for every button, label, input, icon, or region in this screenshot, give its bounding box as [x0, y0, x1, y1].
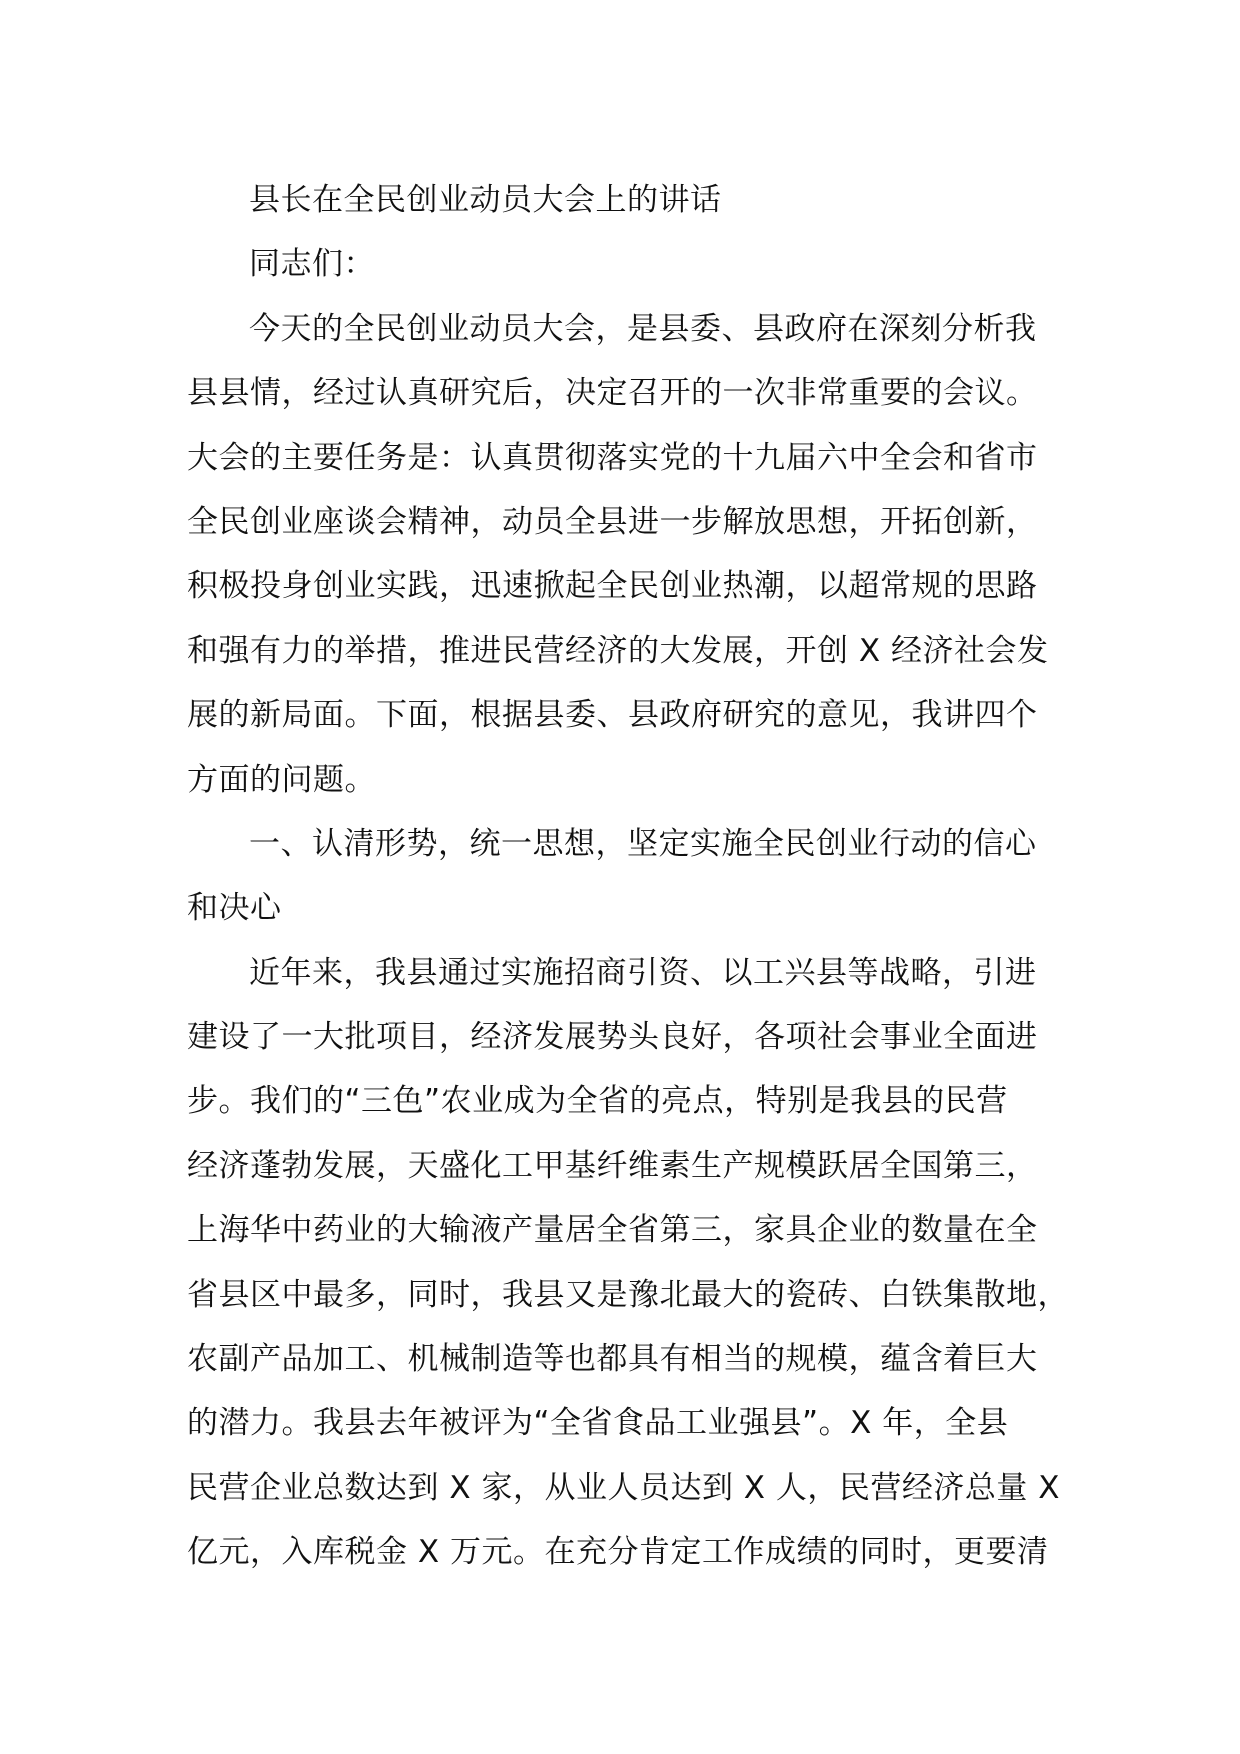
- paragraph-line: 亿元，入库税金 X 万元。在充分肯定工作成绩的同时，更要清: [187, 1534, 1049, 1571]
- paragraph-line: 方面的问题。: [187, 761, 376, 798]
- paragraph-line: 步。我们的“三色”农业成为全省的亮点，特别是我县的民营: [187, 1083, 1008, 1120]
- section-heading-line: 和决心: [187, 890, 282, 927]
- paragraph-recent-years: [187, 941, 1087, 1585]
- paragraph-line: 全民创业座谈会精神，动员全县进一步解放思想，开拓创新，: [187, 503, 1038, 540]
- paragraph-line: 近年来，我县通过实施招商引资、以工兴县等战略，引进: [249, 954, 1037, 991]
- section-heading-line: 一、认清形势，统一思想，坚定实施全民创业行动的信心: [249, 825, 1037, 862]
- paragraph-line: 展的新局面。下面，根据县委、县政府研究的意见，我讲四个: [187, 697, 1038, 734]
- salutation: 同志们：: [249, 246, 375, 283]
- paragraph-line: 和强有力的举措，推进民营经济的大发展，开创 X 经济社会发: [187, 632, 1049, 669]
- paragraph-line: 经济蓬勃发展，天盛化工甲基纤维素生产规模跃居全国第三，: [187, 1147, 1038, 1184]
- paragraph-line: 的潜力。我县去年被评为“全省食品工业强县”。X 年，全县: [187, 1405, 1009, 1442]
- paragraph-line: 民营企业总数达到 X 家，从业人员达到 X 人，民营经济总量 X: [187, 1469, 1060, 1506]
- paragraph-line: 农副产品加工、机械制造等也都具有相当的规模，蕴含着巨大: [187, 1341, 1038, 1378]
- paragraph-line: 县县情，经过认真研究后，决定召开的一次非常重要的会议。: [187, 375, 1038, 412]
- document-body: [187, 168, 1087, 1585]
- paragraph-line: 省县区中最多，同时，我县又是豫北最大的瓷砖、白铁集散地，: [187, 1276, 1069, 1313]
- paragraph-line: 大会的主要任务是：认真贯彻落实党的十九届六中全会和省市: [187, 439, 1038, 476]
- paragraph-line: 积极投身创业实践，迅速掀起全民创业热潮，以超常规的思路: [187, 568, 1038, 605]
- paragraph-line: 建设了一大批项目，经济发展势头良好，各项社会事业全面进: [187, 1019, 1038, 1056]
- paragraph-line: 今天的全民创业动员大会，是县委、县政府在深刻分析我: [249, 310, 1037, 347]
- section-heading-one: [187, 812, 1087, 941]
- paragraph-opening: [187, 297, 1087, 812]
- document-title: 县长在全民创业动员大会上的讲话: [249, 182, 722, 218]
- paragraph-line: 上海华中药业的大输液产量居全省第三，家具企业的数量在全: [187, 1212, 1038, 1249]
